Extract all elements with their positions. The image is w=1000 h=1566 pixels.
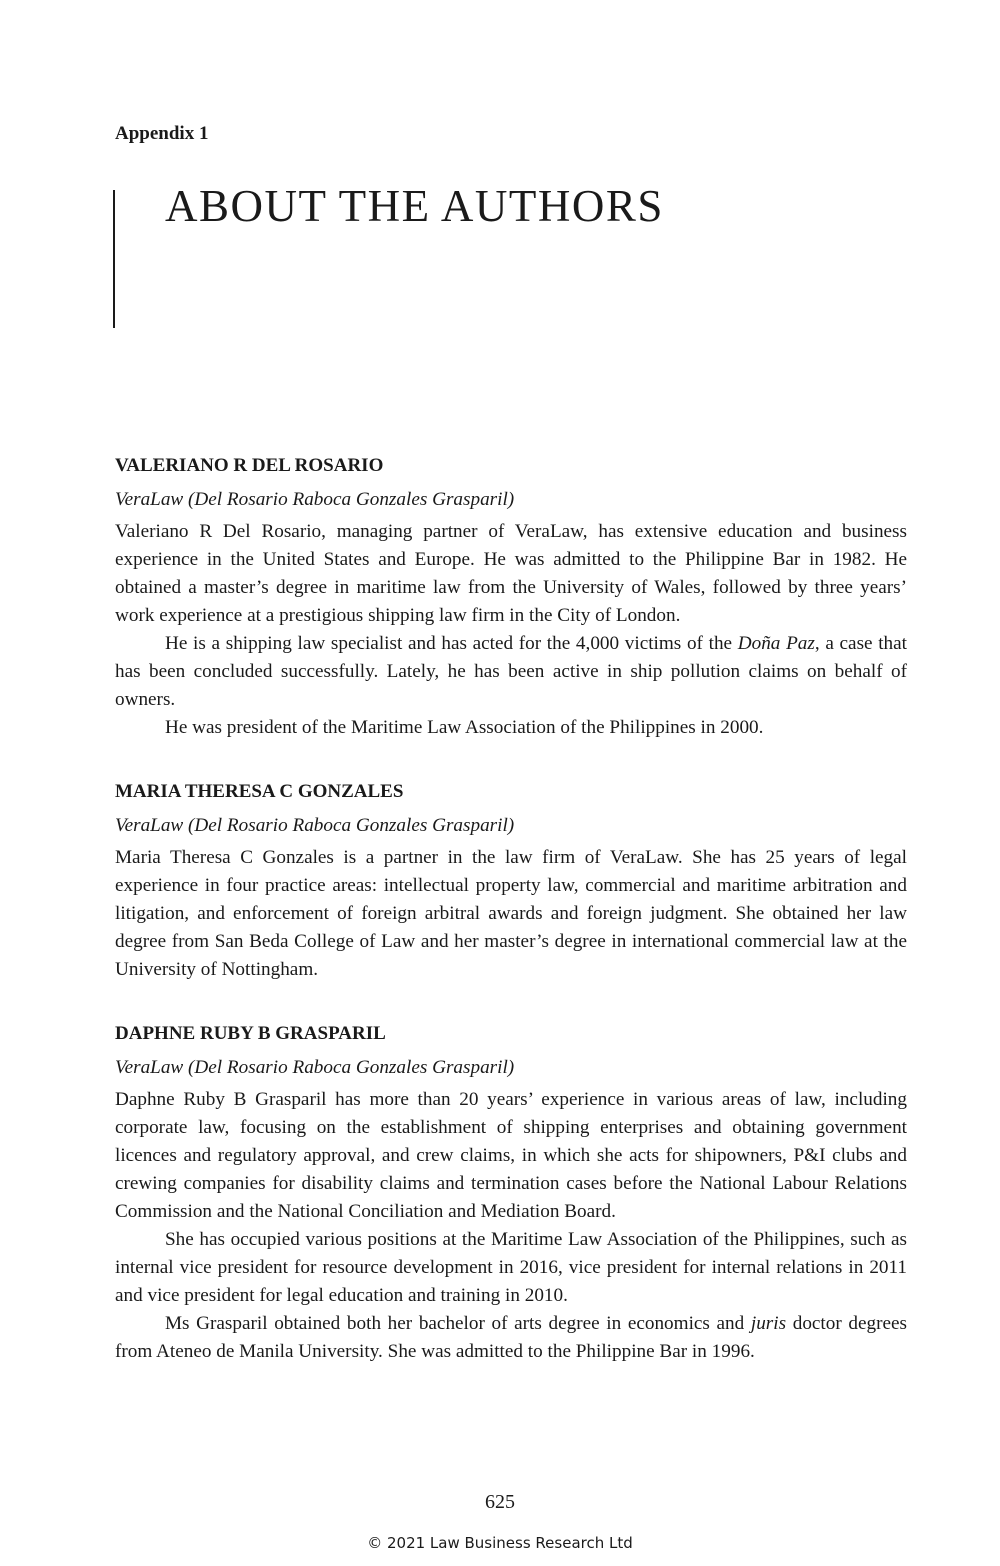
authors-section bbox=[115, 452, 907, 1402]
page-number: 625 bbox=[485, 1491, 515, 1513]
author-name: MARIA THERESA C GONZALES bbox=[115, 781, 404, 802]
author-name: DAPHNE RUBY B GRASPARIL bbox=[115, 1023, 386, 1044]
title-rule bbox=[113, 190, 115, 328]
bio-paragraph: He is a shipping law specialist and has acted for the 4,000 victims of the Doña Paz, a case that has been concluded successfully. Lately, he has been active in ship pollution claims on behalf of owners. bbox=[115, 633, 907, 710]
italic-term: juris bbox=[750, 1313, 787, 1334]
author-firm: VeraLaw (Del Rosario Raboca Gonzales Grasparil) bbox=[115, 1057, 515, 1078]
author-entry bbox=[115, 778, 907, 984]
bio-paragraph: Maria Theresa C Gonzales is a partner in the law firm of VeraLaw. She has 25 years of legal experience in four practice areas: intellectual property law, commercial and maritime arbitration and litigation, and enforcement of foreign arbitral awards and foreign judgment. She obtained her law degree from San Beda College of Law and her master’s degree in international commercial law at the University of Nottingham. bbox=[115, 847, 907, 980]
author-firm: VeraLaw (Del Rosario Raboca Gonzales Grasparil) bbox=[115, 815, 515, 836]
appendix-label: Appendix 1 bbox=[115, 123, 209, 144]
bio-paragraph: Ms Grasparil obtained both her bachelor of arts degree in economics and juris doctor degrees from Ateneo de Manila University. She was admitted to the Philippine Bar in 1996. bbox=[115, 1313, 907, 1362]
page-title: ABOUT THE AUTHORS bbox=[165, 181, 664, 231]
author-entry bbox=[115, 452, 907, 742]
bio-paragraph: She has occupied various positions at the Maritime Law Association of the Philippines, such as internal vice president for resource development in 2016, vice president for internal relations in 2011 and vice president for legal education and training in 2010. bbox=[115, 1229, 907, 1306]
author-bio bbox=[115, 844, 907, 984]
author-bio bbox=[115, 518, 907, 742]
author-name: VALERIANO R DEL ROSARIO bbox=[115, 455, 384, 476]
bio-paragraph: Daphne Ruby B Grasparil has more than 20 years’ experience in various areas of law, including corporate law, focusing on the establishment of shipping enterprises and obtaining government licences and regulatory approval, and crew claims, in which she acts for shipowners, P&I clubs and crewing companies for disability claims and termination cases before the National Labour Relations Commission and the National Conciliation and Mediation Board. bbox=[115, 1089, 907, 1222]
author-entry bbox=[115, 1020, 907, 1366]
italic-term: Doña Paz bbox=[737, 633, 815, 654]
copyright-notice: © 2021 Law Business Research Ltd bbox=[367, 1534, 633, 1552]
bio-paragraph: He was president of the Maritime Law Association of the Philippines in 2000. bbox=[165, 717, 764, 738]
author-firm: VeraLaw (Del Rosario Raboca Gonzales Grasparil) bbox=[115, 489, 515, 510]
author-bio bbox=[115, 1086, 907, 1366]
bio-paragraph: Valeriano R Del Rosario, managing partner of VeraLaw, has extensive education and business experience in the United States and Europe. He was admitted to the Philippine Bar in 1982. He obtained a master’s degree in maritime law from the University of Wales, followed by three years’ work experience at a prestigious shipping law firm in the City of London. bbox=[115, 521, 907, 626]
